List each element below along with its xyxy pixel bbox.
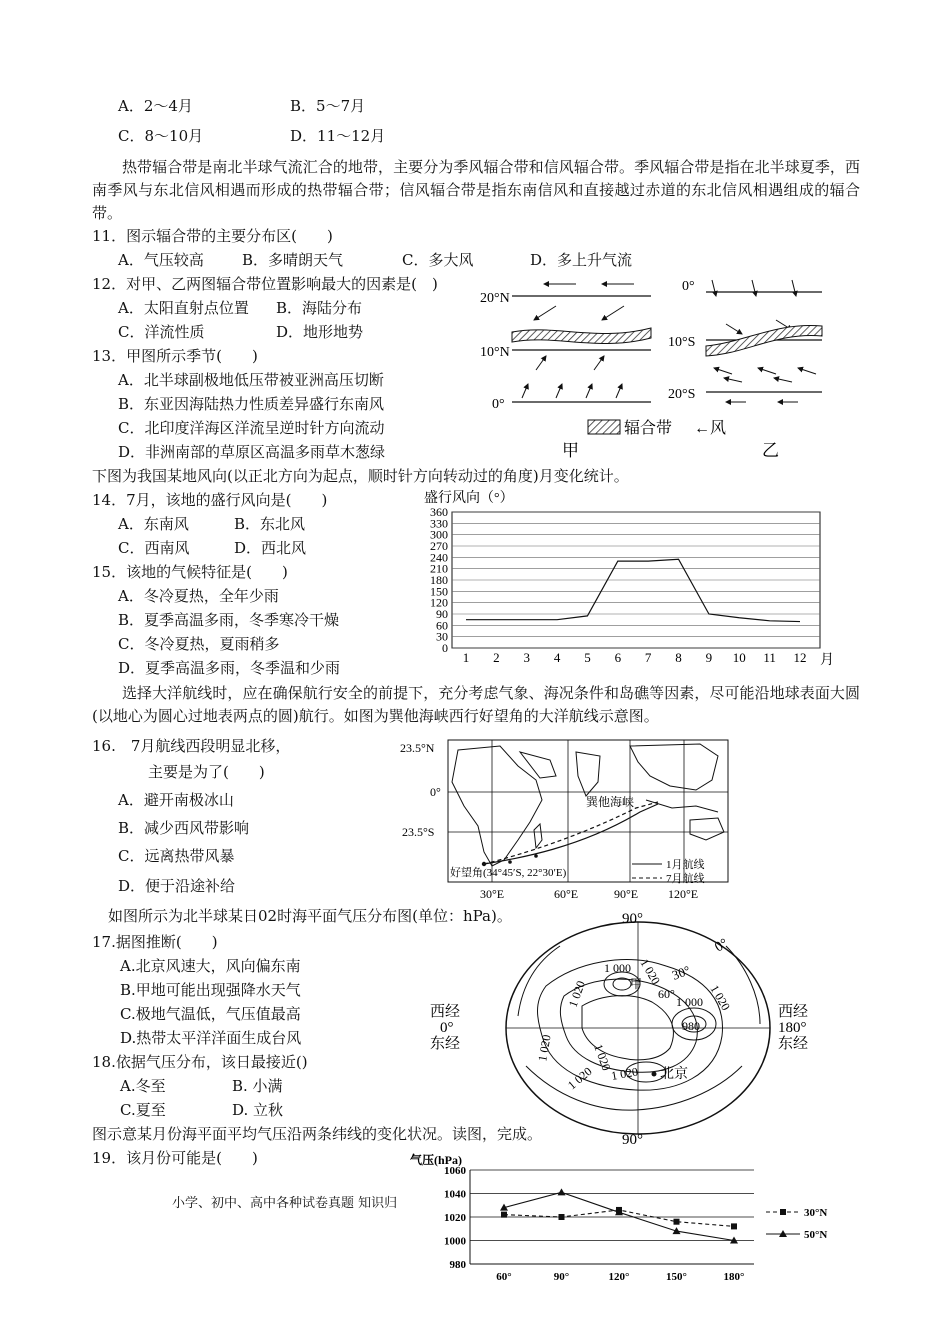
lat-legend-marker [780, 1209, 786, 1215]
contour-1020-g: 1 020 [610, 1064, 640, 1083]
q11-stem: 11．图示辐合带的主要分布区( ) [92, 227, 333, 245]
lat-point-30n [731, 1223, 737, 1229]
q15-option-b: B．夏季高温多雨，冬季寒冷干燥 [118, 611, 340, 629]
contour-1020-e: 1 020 [591, 1042, 614, 1073]
wind-y-tick: 90 [436, 607, 448, 621]
lat-x-tick: 60° [496, 1271, 512, 1283]
polar-jia: 甲 [630, 977, 643, 991]
q16-option-a: A．避开南极冰山 [118, 791, 234, 809]
wind-x-tick: 7 [644, 650, 652, 665]
wind-x-tick: 2 [493, 650, 500, 665]
q18-option-d: D. 立秋 [232, 1101, 284, 1119]
label-yi: 乙 [762, 441, 779, 460]
latitude-pressure-chart [408, 1150, 848, 1284]
polar-right-180: 180° [778, 1020, 807, 1036]
wind-x-tick: 5 [584, 650, 591, 665]
map-cape-label: 好望角(34°45′S, 22°30′E) [450, 867, 567, 879]
map-lon-90e: 90°E [614, 887, 639, 901]
jia-lat-20n: 20°N [480, 291, 510, 306]
wind-y-tick: 30 [436, 629, 448, 644]
legend-jul: 7月航线 [666, 873, 705, 885]
yi-lat-20s: 20°S [668, 387, 696, 402]
lat-point-50n [558, 1188, 566, 1195]
contour-1020-a: 1 020 [565, 978, 589, 1010]
wind-x-tick: 10 [732, 650, 746, 665]
map-lon-30e: 30°E [480, 887, 505, 901]
q11-option-d: D．多上升气流 [530, 251, 633, 269]
wind-y-tick: 240 [430, 550, 448, 565]
polar-beijing: 北京 [660, 1067, 688, 1082]
q14-option-d: D．西北风 [234, 539, 307, 557]
wind-y-tick: 300 [430, 527, 448, 542]
lat-x-tick: 150° [666, 1271, 687, 1283]
q18-option-b: B. 小满 [232, 1077, 283, 1095]
lat-x-tick: 120° [608, 1271, 630, 1283]
q18-option-c: C.夏至 [120, 1101, 166, 1119]
lat-point-30n [559, 1214, 565, 1220]
lat-point-30n [674, 1219, 680, 1225]
q16-stem-line1: 16. 7月航线西段明显北移， [92, 737, 291, 755]
polar-left-dongjing: 东经 [430, 1036, 461, 1052]
polar-pressure-map [426, 906, 836, 1146]
wind-y-tick: 270 [430, 539, 448, 553]
q13-option-c: C．北印度洋海区洋流呈逆时针方向流动 [118, 419, 385, 437]
q12-option-c: C．洋流性质 [118, 323, 205, 341]
q17-option-a: A.北京风速大，风向偏东南 [120, 957, 301, 975]
q19-stem: 19．该月份可能是( ) [92, 1149, 258, 1167]
map-lon-60e: 60°E [554, 887, 579, 901]
wind-y-tick: 60 [436, 618, 448, 633]
q16-stem-line2: 主要是为了( ) [148, 763, 265, 781]
polar-left-0: 0° [440, 1020, 454, 1036]
q18-option-a: A.冬至 [120, 1077, 166, 1095]
q17-option-c: C.极地气温低，气压值最高 [120, 1005, 301, 1023]
q15-option-a: A．冬冷夏热，全年少雨 [118, 587, 279, 605]
lat-y-tick: 980 [449, 1259, 466, 1271]
jia-lat-10n: 10°N [480, 345, 510, 360]
contour-1020-d: 1 020 [535, 1033, 554, 1063]
legend-jan: 1月航线 [666, 859, 705, 871]
yi-lat-10s: 10°S [668, 335, 696, 350]
contour-1000: 1 000 [604, 961, 631, 975]
lat-y-tick: 1020 [444, 1212, 466, 1224]
lat-legend-label: 30°N [804, 1207, 828, 1219]
lat-y-tick: 1000 [444, 1235, 466, 1248]
wind-direction-chart [400, 486, 850, 672]
map-lon-120e: 120°E [668, 887, 699, 901]
polar-label-60deg: 60° [658, 987, 675, 1001]
q11-option-c: C．多大风 [402, 251, 474, 269]
q13-stem: 13．甲图所示季节( ) [92, 347, 258, 365]
q12-stem: 12．对甲、乙两图辐合带位置影响最大的因素是( ) [92, 275, 438, 293]
q12-option-d: D．地形地势 [276, 323, 364, 341]
q15-option-c: C．冬冷夏热，夏雨稍多 [118, 635, 280, 653]
polar-label-0deg: 0° [712, 936, 731, 956]
wind-x-tick: 1 [462, 650, 470, 665]
lat-legend-label: 50°N [804, 1229, 828, 1241]
intro-pressure: 如图所示为北半球某日02时海平面气压分布图(单位：hPa)。 [108, 907, 512, 925]
wind-y-tick: 150 [430, 584, 448, 599]
wind-y-tick: 330 [430, 516, 448, 531]
intro-latitude: 图示意某月份海平面平均气压沿两条纬线的变化状况。读图，完成。 [92, 1125, 543, 1143]
wind-y-tick: 180 [430, 573, 448, 587]
q11-option-b: B．多晴朗天气 [242, 251, 344, 269]
wind-x-tick: 3 [523, 650, 530, 665]
map-lat-0: 0° [430, 785, 441, 799]
wind-x-tick: 6 [614, 650, 622, 665]
label-jia: 甲 [562, 441, 579, 460]
polar-label-bottom: 90° [622, 1132, 643, 1146]
intro-wind: 下图为我国某地风向(以正北方向为起点，顺时针方向转动过的角度)月变化统计。 [92, 467, 629, 485]
q16-option-b: B．减少西风带影响 [118, 819, 250, 837]
q18-stem: 18.依据气压分布，该日最接近() [92, 1053, 308, 1071]
q15-stem: 15．该地的气候特征是( ) [92, 563, 288, 581]
q14-option-a: A．东南风 [118, 515, 189, 533]
lat-y-tick: 1040 [444, 1188, 466, 1201]
wind-chart-xlabel: 月 [820, 653, 834, 668]
wind-y-tick: 0 [442, 641, 448, 655]
lat-point-30n [501, 1212, 507, 1218]
yi-lat-0: 0° [682, 279, 695, 294]
lat-series-1-line [504, 1192, 734, 1240]
wind-x-tick: 8 [675, 650, 682, 665]
q10-option-a: A．2～4月 [118, 97, 193, 115]
contour-1020-b: 1 020 [637, 956, 664, 987]
legend-wind-label: 风 [710, 420, 727, 437]
passage-itcz: 热带辐合带是南北半球气流汇合的地带，主要分为季风辐合带和信风辐合带。季风辐合带是指在北半球夏季，西南季风与东北信风相遇而形成的热带辐合带；信风辐合带是指东南信风和直接越过赤道的东北信风相遇组成的辐合带。 [92, 158, 860, 222]
q12-option-a: A．太阳直射点位置 [118, 299, 249, 317]
q10-option-b: B．5～7月 [290, 97, 366, 115]
wind-chart-title: 盛行风向（°） [424, 491, 514, 506]
q14-option-b: B．东北风 [234, 515, 306, 533]
q14-stem: 14．7月，该地的盛行风向是( ) [92, 491, 328, 509]
q13-option-d: D．非洲南部的草原区高温多雨草木葱绿 [118, 443, 386, 461]
map-strait-label: 巽他海峡 [586, 795, 635, 809]
q16-option-d: D．便于沿途补给 [118, 877, 236, 895]
q17-option-b: B.甲地可能出现强降水天气 [120, 981, 301, 999]
yi-itcz-band [706, 325, 822, 356]
wind-x-tick: 9 [705, 650, 713, 665]
wind-y-tick: 210 [430, 561, 448, 576]
route-map [400, 736, 736, 902]
wind-x-tick: 12 [793, 650, 807, 665]
legend-wind-arrow: ← [694, 420, 710, 437]
lat-x-tick: 90° [553, 1271, 570, 1283]
q16-option-c: C．远离热带风暴 [118, 847, 235, 865]
lat-y-tick: 1060 [444, 1165, 466, 1177]
jia-lat-0: 0° [492, 397, 505, 412]
passage-route: 选择大洋航线时，应在确保航行安全的前提下，充分考虑气象、海况条件和岛礁等因素，尽可能沿地球表面大圆(以地心为圆心过地表两点的圆)航行。如图为巽他海峡西行好望角的大洋航线示意图。 [92, 684, 860, 725]
contour-1020-c: 1 020 [707, 982, 734, 1013]
q17-stem: 17.据图推断( ) [92, 933, 218, 951]
contour-1000-b: 1 000 [676, 995, 703, 1009]
q12-option-b: B．海陆分布 [276, 299, 363, 317]
q10-option-d: D．11～12月 [290, 127, 386, 145]
wind-x-tick: 4 [553, 650, 561, 665]
contour-1020-f: 1 020 [564, 1064, 595, 1093]
lat-x-tick: 180° [723, 1271, 745, 1283]
q15-option-d: D．夏季高温多雨，冬季温和少雨 [118, 659, 341, 677]
lat-chart-title: 气压(hPa) [410, 1153, 462, 1167]
legend-itcz-label: 辐合带 [624, 420, 673, 437]
q14-option-c: C．西南风 [118, 539, 190, 557]
map-lat-23s: 23.5°S [402, 825, 435, 839]
polar-right-xijing: 西经 [778, 1004, 809, 1020]
q11-option-a: A．气压较高 [118, 251, 204, 269]
polar-label-top: 90° [622, 911, 643, 927]
wind-y-tick: 120 [430, 595, 448, 610]
polar-left-xijing: 西经 [430, 1004, 461, 1020]
polar-label-30deg: 30° [669, 962, 693, 983]
wind-x-tick: 11 [763, 650, 776, 665]
wind-y-tick: 360 [430, 505, 448, 519]
q17-option-d: D.热带太平洋洋面生成台风 [120, 1029, 302, 1047]
map-lat-23n: 23.5°N [400, 741, 435, 755]
itcz-figure [476, 270, 836, 465]
contour-980: 980 [682, 1019, 700, 1033]
footer-text: 小学、初中、高中各种试卷真题 知识归 [172, 1196, 398, 1211]
q10-option-c: C．8～10月 [118, 127, 204, 145]
legend-itcz-swatch [588, 420, 620, 434]
jia-itcz-band [512, 328, 651, 344]
polar-right-dongjing: 东经 [778, 1036, 809, 1052]
q13-option-b: B．东亚因海陆热力性质差异盛行东南风 [118, 395, 385, 413]
q13-option-a: A．北半球副极地低压带被亚洲高压切断 [118, 371, 384, 389]
